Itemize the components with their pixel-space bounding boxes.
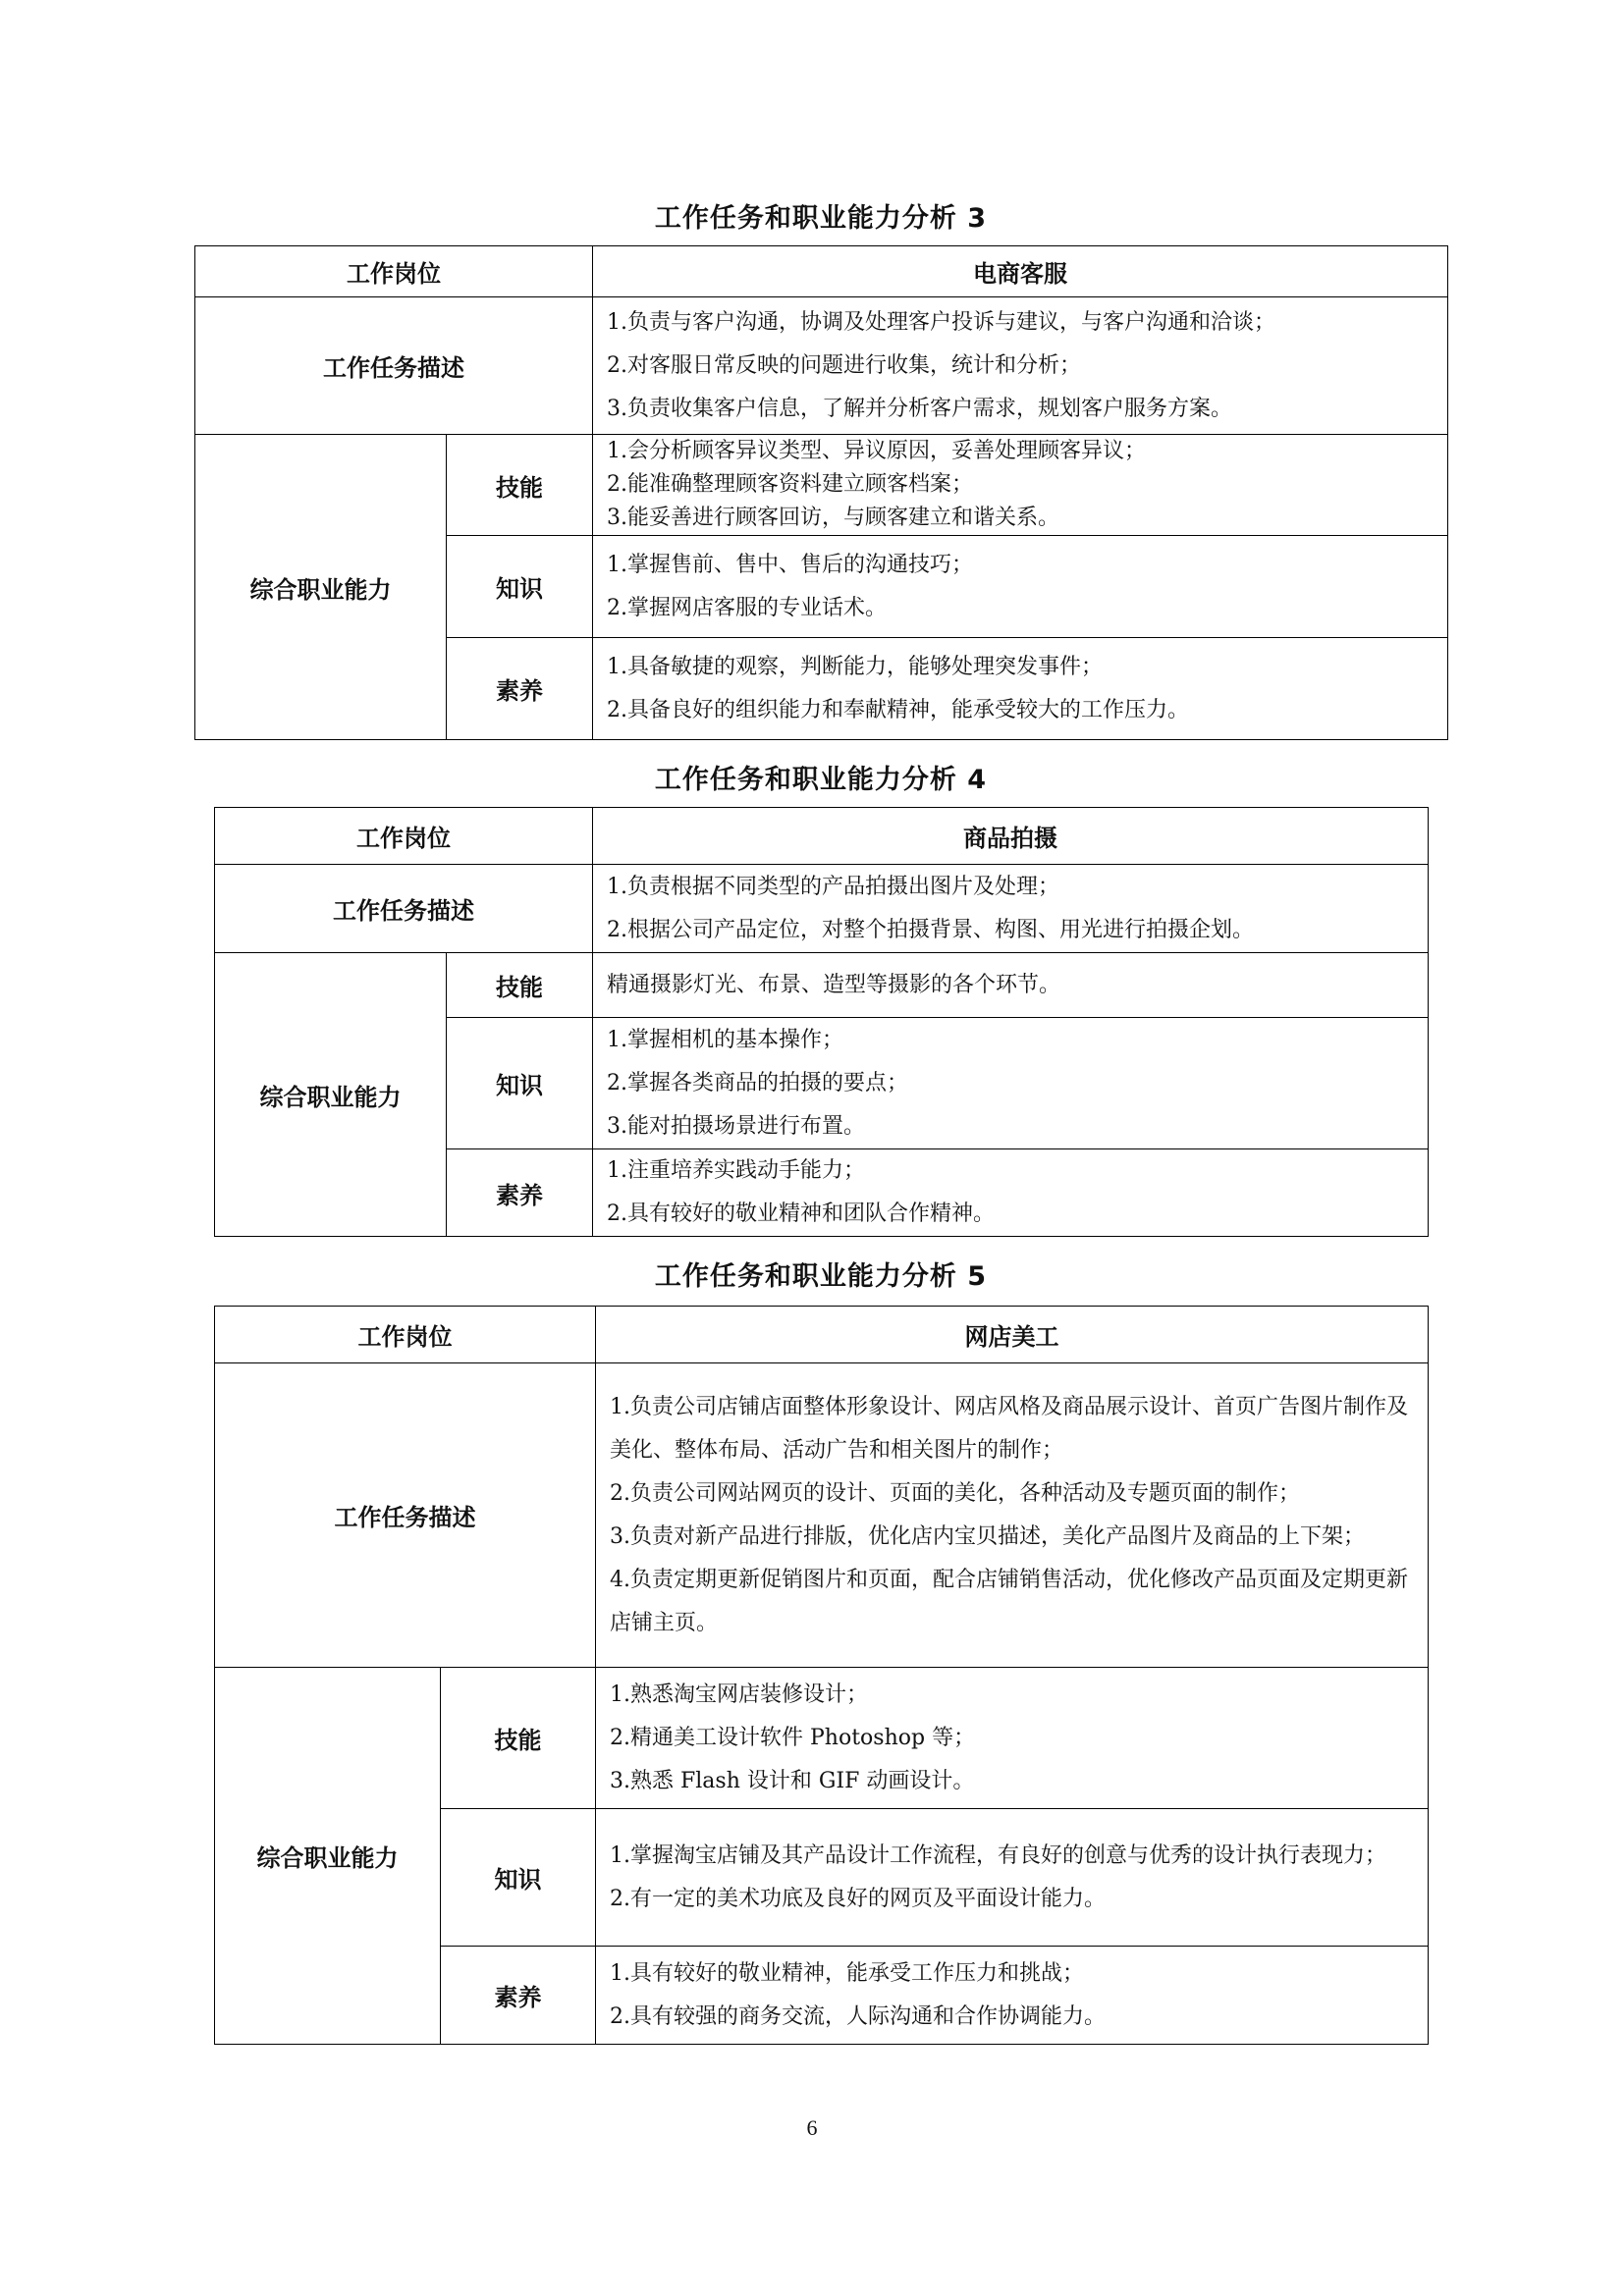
list-item: 1.具有较好的敬业精神，能承受工作压力和挑战； (610, 1960, 1084, 1986)
task-label: 工作任务描述 (215, 1363, 596, 1668)
list-item: 1.负责公司店铺店面整体形象设计、网店风格及商品展示设计、首页广告图片制作及美化、整体布局、活动广告和相关图片的制作； (610, 1394, 1408, 1463)
list-item: 3.能对拍摄场景进行布置。 (607, 1113, 865, 1139)
task-description (596, 1363, 1429, 1668)
list-item: 2.能准确整理顾客资料建立顾客档案； (607, 472, 973, 497)
list-item: 2.对客服日常反映的问题进行收集，统计和分析； (607, 352, 1081, 378)
skill-label: 技能 (447, 953, 593, 1018)
list-item: 2.具有较强的商务交流，人际沟通和合作协调能力。 (610, 2003, 1106, 2029)
list-item: 1.注重培养实践动手能力； (607, 1158, 865, 1183)
list-item: 3.能妥善进行顾客回访，与顾客建立和谐关系。 (607, 506, 1059, 530)
list-item: 2.根据公司产品定位，对整个拍摄背景、构图、用光进行拍摄企划。 (607, 917, 1254, 942)
knowledge-label: 知识 (447, 1018, 593, 1149)
ability-label: 综合职业能力 (215, 953, 447, 1237)
quality-label: 素养 (447, 638, 593, 740)
task-label: 工作任务描述 (195, 297, 593, 435)
list-item: 3.负责对新产品进行排版，优化店内宝贝描述，美化产品图片及商品的上下架； (610, 1523, 1365, 1549)
list-item: 2.具备良好的组织能力和奉献精神，能承受较大的工作压力。 (607, 697, 1189, 722)
list-item: 精通摄影灯光、布景、造型等摄影的各个环节。 (607, 972, 1061, 997)
list-item: 2.具有较好的敬业精神和团队合作精神。 (607, 1201, 995, 1226)
section-title: 工作任务和职业能力分析 5 (654, 1261, 988, 1292)
list-item: 2.负责公司网站网页的设计、页面的美化，各种活动及专题页面的制作； (610, 1480, 1300, 1506)
quality-content (596, 1947, 1429, 2045)
task-description (593, 865, 1429, 953)
list-item: 3.熟悉 Flash 设计和 GIF 动画设计。 (610, 1768, 975, 1793)
quality-label: 素养 (441, 1947, 596, 2045)
skill-content (596, 1668, 1429, 1809)
list-item: 1.掌握淘宝店铺及其产品设计工作流程，有良好的创意与优秀的设计执行表现力； (610, 1842, 1386, 1868)
quality-content (593, 638, 1448, 740)
analysis-table (214, 807, 1429, 1237)
knowledge-content (593, 536, 1448, 638)
skill-label: 技能 (447, 435, 593, 536)
knowledge-label: 知识 (441, 1809, 596, 1947)
analysis-section-4 (214, 758, 1428, 1237)
list-item: 1.熟悉淘宝网店装修设计； (610, 1682, 868, 1707)
page-number: 6 (806, 2115, 818, 2140)
skill-content (593, 953, 1429, 1018)
list-item: 2.掌握网店客服的专业话术。 (607, 595, 887, 620)
analysis-table (214, 1306, 1429, 2045)
list-item: 1.掌握售前、售中、售后的沟通技巧； (607, 552, 973, 577)
position-label: 工作岗位 (195, 246, 593, 297)
quality-label: 素养 (447, 1149, 593, 1237)
skill-content (593, 435, 1448, 536)
ability-label: 综合职业能力 (195, 435, 447, 740)
ability-label: 综合职业能力 (215, 1668, 441, 2045)
list-item: 1.具备敏捷的观察，判断能力，能够处理突发事件； (607, 654, 1103, 679)
list-item: 3.负责收集客户信息，了解并分析客户需求，规划客户服务方案。 (607, 396, 1232, 421)
list-item: 2.掌握各类商品的拍摄的要点； (607, 1070, 908, 1095)
task-description (593, 297, 1448, 435)
position-label: 工作岗位 (215, 1307, 596, 1363)
knowledge-content (596, 1809, 1429, 1947)
list-item: 1.负责与客户沟通，协调及处理客户投诉与建议，与客户沟通和洽谈； (607, 309, 1275, 335)
list-item: 2.有一定的美术功底及良好的网页及平面设计能力。 (610, 1886, 1106, 1911)
position-label: 工作岗位 (215, 808, 593, 865)
list-item: 1.负责根据不同类型的产品拍摄出图片及处理； (607, 874, 1059, 899)
list-item: 1.会分析顾客异议类型、异议原因，妥善处理顾客异议； (607, 439, 1146, 463)
analysis-section-3 (194, 196, 1447, 740)
position-value: 网店美工 (596, 1307, 1429, 1363)
section-title: 工作任务和职业能力分析 4 (654, 765, 988, 795)
position-value: 电商客服 (593, 246, 1448, 297)
knowledge-label: 知识 (447, 536, 593, 638)
position-value: 商品拍摄 (593, 808, 1429, 865)
list-item: 2.精通美工设计软件 Photoshop 等； (610, 1725, 976, 1750)
analysis-table (194, 245, 1448, 740)
list-item: 4.负责定期更新促销图片和页面，配合店铺销售活动，优化修改产品页面及定期更新店铺主页。 (610, 1567, 1408, 1635)
skill-label: 技能 (441, 1668, 596, 1809)
quality-content (593, 1149, 1429, 1237)
knowledge-content (593, 1018, 1429, 1149)
task-label: 工作任务描述 (215, 865, 593, 953)
list-item: 1.掌握相机的基本操作； (607, 1027, 843, 1052)
section-title: 工作任务和职业能力分析 3 (654, 203, 988, 234)
analysis-section-5 (214, 1255, 1428, 2045)
